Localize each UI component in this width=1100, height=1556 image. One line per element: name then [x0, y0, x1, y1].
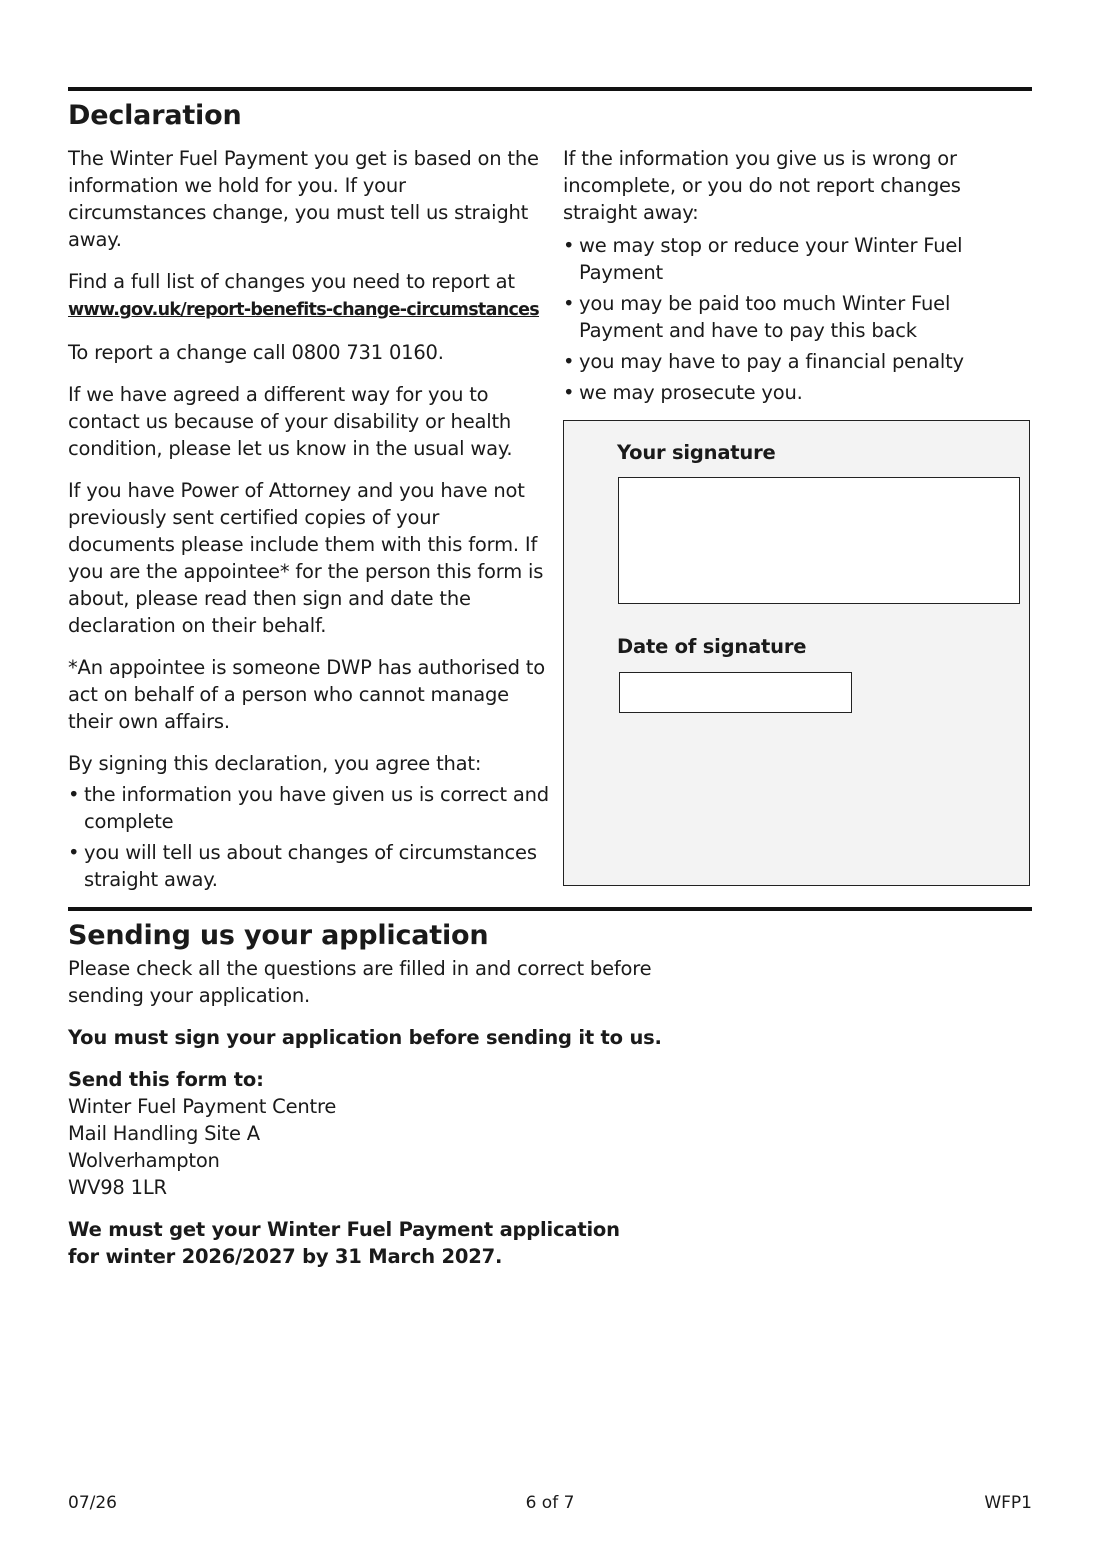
- consequences-intro: If the information you give us is wrong or incomplete, or you do not report changes straight away:: [563, 147, 961, 224]
- consequences-list: [563, 232, 1032, 406]
- declaration-paragraph-3: To report a change call 0800 731 0160.: [68, 341, 444, 364]
- sending-paragraph: Please check all the questions are filled in and correct before sending your application.: [68, 957, 652, 1007]
- signature-panel: [563, 420, 1030, 886]
- send-to-label: Send this form to:: [68, 1068, 264, 1091]
- list-item: • you may have to pay a financial penalty: [563, 348, 1032, 375]
- top-rule: [68, 87, 1032, 91]
- list-item: • the information you have given us is correct and complete: [68, 781, 550, 835]
- declaration-paragraph-1: The Winter Fuel Payment you get is based on the information we hold for you. If your circumstances change, you must tell us straight away.: [68, 147, 539, 251]
- date-of-signature-label: Date of signature: [617, 635, 807, 658]
- footer-form-code: WFP1: [984, 1493, 1032, 1513]
- declaration-paragraph-5: If you have Power of Attorney and you have not previously sent certified copies of your documents please include them with this form. If you are the appointee* for the person this form is about, please read then sign and date the declaration on their behalf.: [68, 479, 544, 637]
- postal-address: [68, 1093, 668, 1201]
- agreement-list: [68, 781, 550, 893]
- must-sign-notice: You must sign your application before sending it to us.: [68, 1026, 662, 1049]
- section-rule: [68, 907, 1032, 911]
- sending-heading: Sending us your application: [68, 920, 489, 951]
- address-line: Winter Fuel Payment Centre: [68, 1095, 337, 1118]
- address-line: Wolverhampton: [68, 1149, 220, 1172]
- list-item: • you may be paid too much Winter Fuel Payment and have to pay this back: [563, 290, 1032, 344]
- address-line: Mail Handling Site A: [68, 1122, 260, 1145]
- declaration-paragraph-2: [68, 268, 550, 324]
- footer-page-number: 6 of 7: [525, 1493, 575, 1513]
- signature-field[interactable]: [618, 477, 1020, 604]
- footer-date: 07/26: [68, 1493, 117, 1513]
- address-line: WV98 1LR: [68, 1176, 167, 1199]
- list-item: • we may stop or reduce your Winter Fuel Payment: [563, 232, 1032, 286]
- declaration-paragraph-7: By signing this declaration, you agree that:: [68, 752, 482, 775]
- report-changes-link[interactable]: www.gov.uk/report-benefits-change-circumstances: [68, 300, 540, 320]
- date-of-signature-field[interactable]: [619, 672, 852, 713]
- declaration-paragraph-4: If we have agreed a different way for you to contact us because of your disability or health condition, please let us know in the usual way.: [68, 383, 513, 460]
- declaration-heading: Declaration: [68, 100, 242, 131]
- declaration-right-column: [563, 145, 1032, 410]
- deadline-notice: We must get your Winter Fuel Payment application for winter 2026/2027 by 31 March 2027.: [68, 1218, 620, 1268]
- report-changes-text: Find a full list of changes you need to report at: [68, 270, 515, 293]
- list-item: • we may prosecute you.: [563, 379, 1032, 406]
- sending-section: [68, 922, 668, 1270]
- declaration-left-column: [68, 145, 550, 897]
- declaration-paragraph-6: *An appointee is someone DWP has authorised to act on behalf of a person who cannot manage their own affairs.: [68, 656, 545, 733]
- list-item: • you will tell us about changes of circumstances straight away.: [68, 839, 550, 893]
- signature-label: Your signature: [617, 441, 776, 464]
